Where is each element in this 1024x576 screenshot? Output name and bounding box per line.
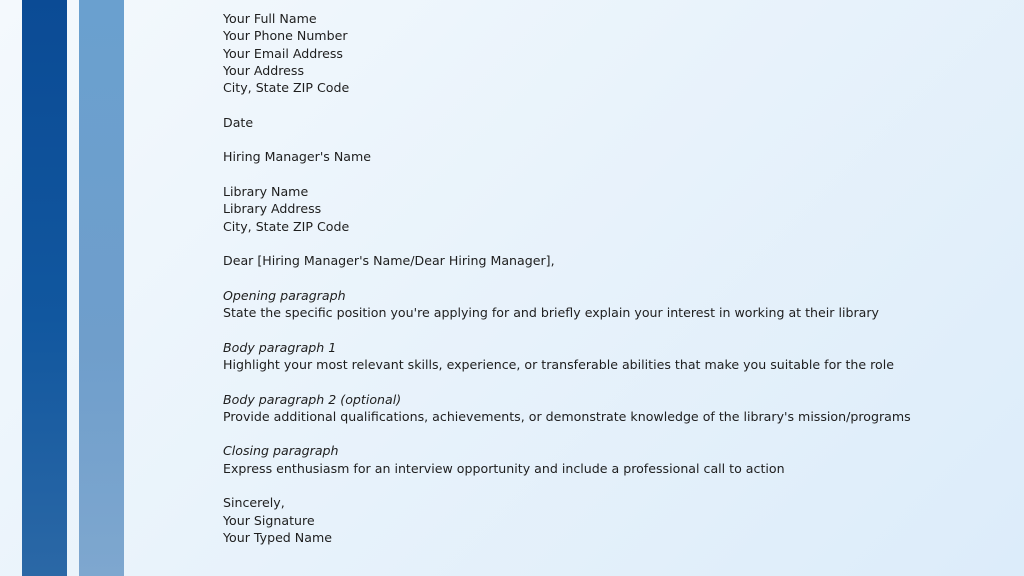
sender-name: Your Full Name — [223, 11, 317, 26]
spacer — [223, 166, 983, 183]
signature: Your Signature — [223, 512, 315, 528]
paragraph-heading: Body paragraph 2 (optional) — [223, 391, 402, 407]
sender-city-state-zip: City, State ZIP Code — [223, 80, 350, 96]
paragraph-body-2 — [223, 391, 983, 426]
paragraph-heading: Opening paragraph — [223, 287, 346, 303]
typed-name: Your Typed Name — [223, 529, 332, 545]
spacer — [223, 477, 983, 494]
paragraph-text: Express enthusiasm for an interview opportunity and include a professional call to action — [223, 460, 785, 476]
spacer — [223, 235, 983, 252]
recipient-block — [223, 148, 983, 234]
paragraph-text: Highlight your most relevant skills, experience, or transferable abilities that make you suitable for the role — [223, 356, 894, 372]
paragraph-text: State the specific position you're applying for and briefly explain your interest in working at their library — [223, 305, 879, 321]
paragraph-closing — [223, 442, 983, 477]
library-name: Library Name — [223, 183, 309, 199]
valediction: Sincerely, — [223, 495, 285, 511]
hiring-manager-name: Hiring Manager's Name — [223, 149, 372, 165]
paragraph-heading: Closing paragraph — [223, 443, 339, 459]
library-address: Library Address — [223, 201, 322, 217]
sender-email: Your Email Address — [223, 45, 343, 61]
decorative-stripe-light — [79, 0, 124, 576]
closing-block — [223, 494, 983, 546]
sender-address: Your Address — [223, 62, 305, 78]
salutation: Dear [Hiring Manager's Name/Dear Hiring Manager], — [223, 253, 555, 269]
paragraph-text: Provide additional qualifications, achievements, or demonstrate knowledge of the library's mission/programs — [223, 408, 911, 424]
letter-date: Date — [223, 114, 254, 130]
cover-letter-template — [223, 10, 983, 546]
spacer — [223, 269, 983, 286]
sender-phone: Your Phone Number — [223, 28, 348, 44]
spacer — [223, 373, 983, 390]
paragraph-opening — [223, 287, 983, 322]
paragraph-body-1 — [223, 339, 983, 374]
paragraph-heading: Body paragraph 1 — [223, 339, 337, 355]
spacer — [223, 321, 983, 338]
spacer — [223, 96, 983, 113]
spacer — [223, 131, 983, 148]
decorative-stripe-dark — [22, 0, 67, 576]
spacer — [223, 425, 983, 442]
library-city-state-zip: City, State ZIP Code — [223, 218, 350, 234]
sender-block — [223, 10, 983, 96]
